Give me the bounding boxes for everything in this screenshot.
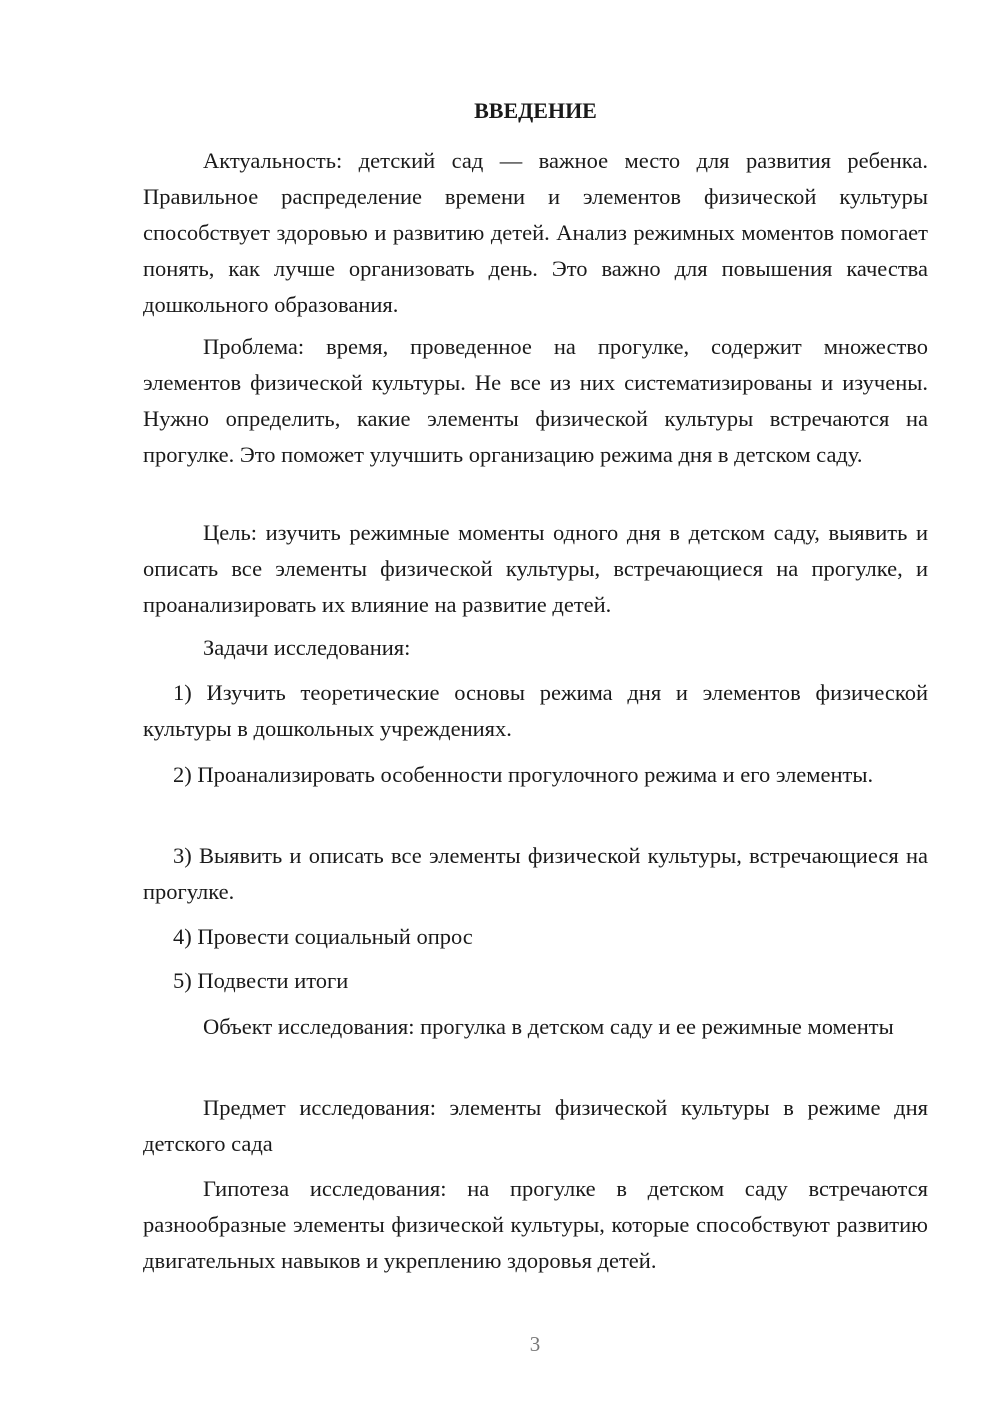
page-number: 3	[529, 1332, 541, 1356]
subject-paragraph: Предмет исследования: элементы физической культуры в режиме дня детского сада	[143, 1095, 928, 1156]
task-item-5: 5) Подвести итоги	[173, 968, 349, 993]
page-title: ВВЕДЕНИЕ	[474, 98, 597, 123]
task-item-1: 1) Изучить теоретические основы режима дня и элементов физической культуры в дошкольных учреждениях.	[143, 680, 928, 741]
task-item-4: 4) Провести социальный опрос	[173, 924, 473, 949]
problem-paragraph: Проблема: время, проведенное на прогулке, содержит множество элементов физической культуры. Не все из них систематизированы и изучены. Нужно определить, какие элементы физической культуры встречаются на прогулке. Это поможет улучшить организацию режима дня в детском саду.	[143, 334, 928, 467]
goal-paragraph: Цель: изучить режимные моменты одного дня в детском саду, выявить и описать все элементы физической культуры, встречающиеся на прогулке, и проанализировать их влияние на развитие детей.	[143, 520, 928, 617]
hypothesis-paragraph: Гипотеза исследования: на прогулке в детском саду встречаются разнообразные элементы физической культуры, которые способствуют развитию двигательных навыков и укреплению здоровья детей.	[143, 1176, 928, 1273]
object-paragraph: Объект исследования: прогулка в детском саду и ее режимные моменты	[203, 1014, 894, 1039]
task-item-2: 2) Проанализировать особенности прогулочного режима и его элементы.	[173, 762, 874, 787]
task-item-3: 3) Выявить и описать все элементы физической культуры, встречающиеся на прогулке.	[143, 843, 928, 904]
relevance-paragraph: Актуальность: детский сад — важное место для развития ребенка. Правильное распределение времени и элементов физической культуры способствует здоровью и развитию детей. Анализ режимных моментов помогает понять, как лучше организовать день. Это важно для повышения качества дошкольного образования.	[143, 148, 928, 317]
tasks-heading: Задачи исследования:	[203, 635, 411, 660]
